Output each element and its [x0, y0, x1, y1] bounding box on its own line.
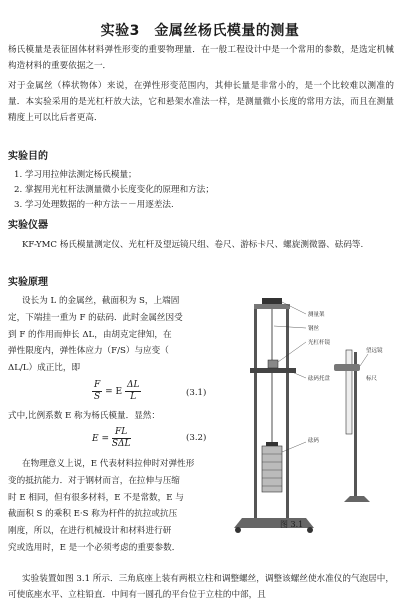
- principle-line: 在物理意义上说，E 代表材料拉伸时对弹性形: [22, 459, 195, 469]
- weight-hook: [266, 442, 278, 446]
- purpose-item-2: 2. 掌握用光杠杆法测量微小长度变化的原理和方法；: [14, 185, 214, 195]
- instruments-heading: 实验仪器: [8, 220, 48, 231]
- principle-text-1: [8, 293, 204, 377]
- principle-last-paragraph: 实验装置如图 3.1 所示．三角底座上装有两根立柱和调整螺丝，调整该螺丝使水准仪的气泡居中，可使底座水平、立柱铅直．中间有一圆孔的平台位于立柱的中部，且: [8, 574, 394, 601]
- label-weight-tray: 砝码托盘: [308, 376, 331, 382]
- principle-heading: 实验原理: [8, 277, 48, 288]
- instruments-text: KF-YMC 杨氏模量测定仪、光杠杆及望远镜尺组、卷尺、游标卡尺、螺旋测微器、砝码等.: [22, 240, 364, 250]
- scale-base: [344, 496, 370, 502]
- principle-mid-line: 式中,比例系数 E 称为杨氏模量．显然：: [8, 411, 160, 421]
- purpose-item-1: 1. 学习用拉伸法测定杨氏模量；: [14, 170, 137, 180]
- weights: [262, 446, 282, 492]
- top-frame: [262, 298, 282, 304]
- label-telescope: 望远镜: [366, 348, 383, 354]
- intro-paragraph-2: 对于金属丝（棒状物体）来说，在弹性形变范围内，其伸长量是非常小的，是一个比较难以测准的量．本实验采用的是光杠杆放大法，它和悬架水准法一样，是测量微小长度的常用方法，而且在测量精度上可以比后者更高．: [8, 81, 394, 124]
- ruler-scale: [346, 350, 352, 434]
- label-top-frame: 测量架: [308, 312, 325, 318]
- optical-lever: [268, 360, 278, 368]
- column-left: [254, 309, 257, 519]
- purpose-item-3: 3. 学习处理数据的一种方法－－用逐差法.: [14, 200, 174, 210]
- principle-line: 弹性限度内，弹性体应力（F/S）与应变（: [8, 346, 169, 357]
- apparatus-figure: [214, 292, 394, 542]
- principle-line: 到 F 的作用而伸长 ΔL，由胡克定律知，在: [8, 329, 172, 340]
- principle-line: 设长为 L 的金属丝，截面积为 S，上端固: [22, 296, 180, 306]
- principle-line: 截面积 S 的乘积 E·S 称为杆件的抗拉或抗压: [8, 509, 178, 520]
- telescope: [334, 364, 360, 371]
- page-title: 实验3 金属丝杨氏模量的测量: [100, 23, 300, 39]
- principle-line: 时 E 相同，但有很多材料，E 不是常数，E 与: [8, 492, 184, 503]
- column-right: [286, 309, 289, 519]
- label-wire: 钢丝: [308, 326, 320, 332]
- scale-post: [354, 352, 357, 502]
- principle-line: 刚度，所以，在进行机械设计和材料进行研: [8, 526, 172, 537]
- equation-3-2: E = $\frac{FL}{\text{SΔL}}$: [92, 427, 131, 449]
- intro-paragraph-1: 杨氏模量是表征固体材料弹性形变的重要物理量．在一般工程设计中是一个常用的参数，是选定机械构造材料的重要依据之一．: [8, 45, 394, 72]
- label-scale: 标尺: [366, 376, 378, 382]
- principle-line: 究或选用时，E 是一个必须考虑的重要参数．: [8, 542, 181, 553]
- label-weights: 砝码: [308, 438, 320, 444]
- principle-line: 变的抵抗能力．对于钢材而言，在拉伸与压缩: [8, 475, 180, 486]
- platform: [250, 368, 296, 373]
- figure-caption: 图 3.1: [280, 520, 304, 529]
- principle-line: ΔL/L）成正比，即: [8, 363, 81, 374]
- equation-3-1: $\frac{F}{S}$ = E $\frac{\Delta L}{L}$: [94, 380, 140, 402]
- label-lever: 光杠杆镜: [308, 340, 331, 346]
- purpose-heading: 实验目的: [8, 151, 48, 162]
- equation-3-2-number: (3.2): [186, 433, 207, 443]
- principle-text-2: [8, 456, 204, 557]
- principle-line: 定，下端挂一重为 F 的砝码．此时金属丝因受: [8, 312, 183, 323]
- top-clamp: [254, 304, 290, 309]
- equation-3-1-number: (3.1): [186, 388, 207, 398]
